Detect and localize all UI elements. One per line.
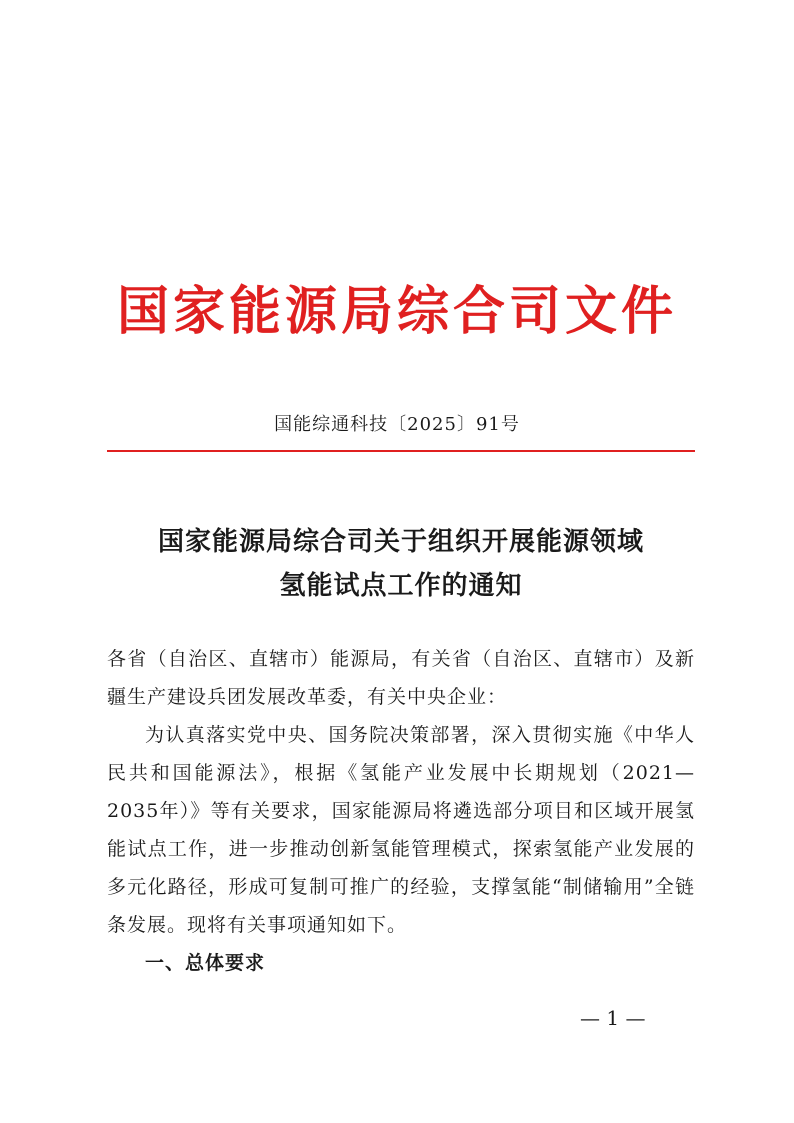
document-number: 国能综通科技〔2025〕91号 <box>274 414 520 435</box>
document-title <box>107 520 695 608</box>
page-number: — 1 — <box>580 1006 646 1030</box>
document-masthead: 国家能源局综合司文件 <box>116 281 677 342</box>
addressee-paragraph: 各省（自治区、直辖市）能源局，有关省（自治区、直辖市）及新疆生产建设兵团发展改革委，有关中央企业： <box>107 648 695 708</box>
document-title-line-2: 氢能试点工作的通知 <box>279 571 523 601</box>
red-divider-rule <box>107 450 695 452</box>
section-heading: 一、总体要求 <box>145 952 266 974</box>
document-title-line-1: 国家能源局综合司关于组织开展能源领域 <box>157 527 644 557</box>
body-paragraph: 为认真落实党中央、国务院决策部署，深入贯彻实施《中华人民共和国能源法》，根据《氢能产业发展中长期规划（2021—2035年）》等有关要求，国家能源局将遴选部分项目和区域开展氢能试点工作，进一步推动创新氢能管理模式，探索氢能产业发展的多元化路径，形成可复制可推广的经验，支撑氢能“制储输用”全链条发展。现将有关事项通知如下。 <box>107 724 695 936</box>
